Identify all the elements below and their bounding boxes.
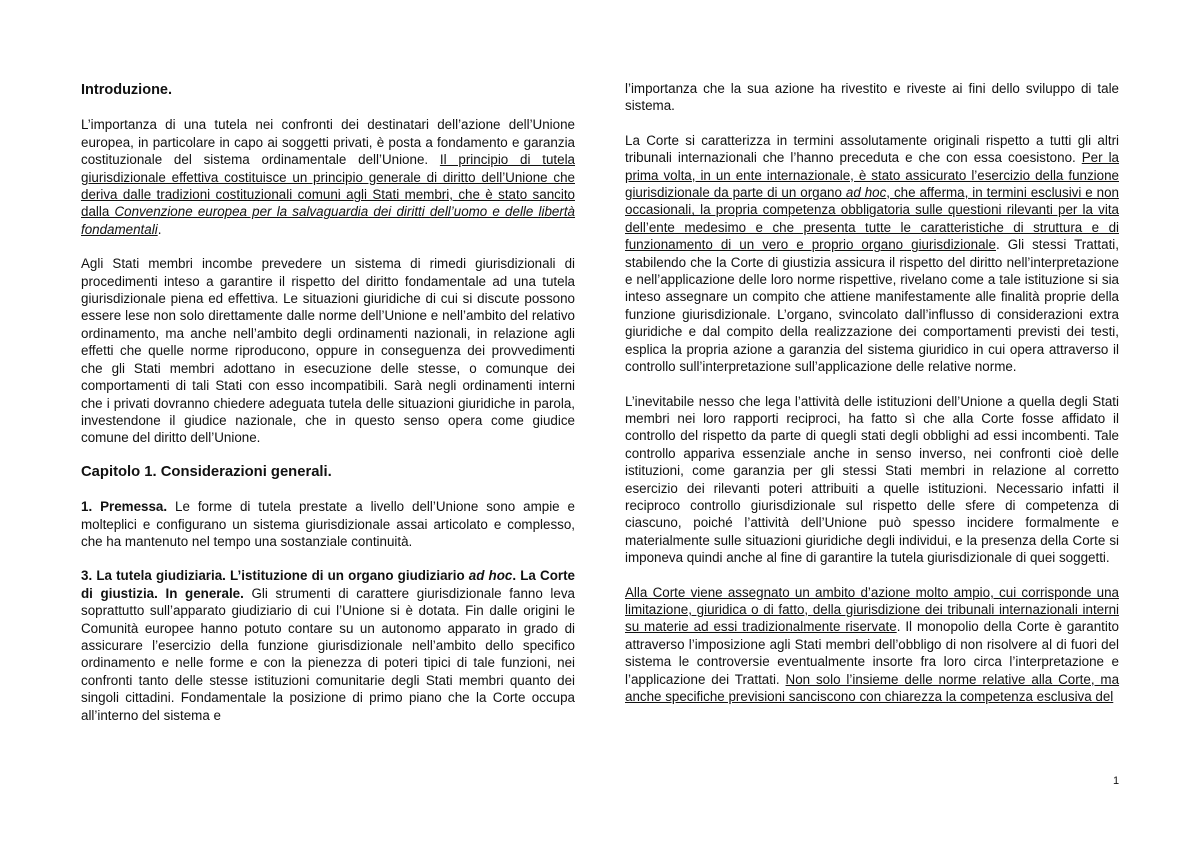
text-run: La Corte si caratterizza in termini assolutamente originali rispetto a tutti gli altri tribunali internazionali che l’hanno preceduta e che con essa coesistono. — [625, 132, 1119, 166]
chapter-heading: Capitolo 1. Considerazioni generali. — [81, 463, 332, 480]
right-paragraph-1: l’importanza che la sua azione ha rivestito e riveste ai fini dello sviluppo di tale sistema. — [625, 81, 1119, 114]
text-run: . Gli stessi Trattati, stabilendo che la Corte di giustizia assicura il rispetto del diritto nell’interpretazione e nell’applicazione delle loro norme rispettive, rivelano come a tale istituzione si sia inteso assegnare un compito che attiene manifestamente alle finalità proprie della funzione giurisdizionale. L’organo, svincolato dall’influsso di considerazioni extra giuridiche e dal compito della realizzazione dei comportamenti previsti dei testi, esplica la propria azione a garanzia del sistema giuridico in cui opera attraverso il controllo sull’interpretazione sull’applicazione delle relative norme. — [625, 237, 1119, 375]
left-column — [81, 80, 575, 724]
right-column — [625, 80, 1119, 705]
page-number: 1 — [1113, 775, 1120, 787]
tutela-paragraph — [81, 567, 575, 724]
underlined-italic-text: Convenzione europea per la salvaguardia dei diritti dell’uomo e delle libertà fondamentali — [81, 204, 576, 237]
underlined-italic-text: ad hoc — [845, 185, 887, 201]
underlined-text: Per la prima volta, in un ente internazionale, è stato assicurato l’esercizio della funzione giurisdizionale da parte di un organo — [625, 150, 1119, 201]
underlined-text: , che afferma, in termini esclusivi e non occasionali, la propria competenza obbligatoria sulle questioni rilevanti per la vita dell’ente medesimo e che presenta tutte le caratteristiche di struttura e di funzionamento di un vero e proprio organo giurisdizionale — [625, 185, 1119, 253]
section-title: . La Corte di giustizia. In generale. — [81, 568, 575, 601]
underlined-text: Non solo l’insieme delle norme relative alla Corte, ma anche specifiche previsioni sanciscono con chiarezza la competenza esclusiva del — [625, 671, 1120, 704]
text-run: Gli strumenti di carattere giurisdizionale fanno leva soprattutto sull’apparato giudiziario di cui l’Unione si è dotata. Fin dalle origini le Comunità europee hanno potuto contare su un autonomo apparato in grado di assicurare l’esercizio della funzione giurisdizionale nell’ambito dello specifico ordinamento e nelle forme e con la pienezza di poteri tipici di tale funzioni, nei confronti tanto delle stesse istituzioni comunitarie degli Stati membri quanto dei singoli cittadini. Fondamentale la posizione di primo piano che la Corte occupa all’interno del sistema e — [81, 585, 575, 723]
right-paragraph-2 — [625, 132, 1119, 376]
intro-heading: Introduzione. — [81, 82, 173, 98]
right-paragraph-3: L’inevitabile nesso che lega l’attività delle istituzioni dell’Unione a quella degli Stati membri nei loro rapporti reciproci, ha fatto sì che alla Corte fosse affidato il controllo del rispetto da parte di quegli stati degli obblighi ad essi incombenti. Tale controllo appariva essenziale anche in senso inverso, nei confronti cioè delle istituzioni, come garanzia per gli stessi Stati membri in relazione al corretto esercizio dei rilevanti poteri attribuiti a quelle istituzioni. Necessario infatti il reciproco controllo giurisdizionale sul rispetto delle sfere di competenza di ciascuno, poiché l’attività dell’Unione può spesso incidere formalmente e materialmente sulle situazioni giuridiche degli individui, e la presenza della Corte si imponeva quindi anche al fine di garantire la tutela giurisdizionale di quei soggetti. — [625, 393, 1119, 566]
section-title-italic: ad hoc — [468, 568, 513, 584]
section-title: 1. Premessa. — [81, 499, 168, 515]
right-paragraph-4 — [625, 584, 1119, 706]
text-run: L’importanza di una tutela nei confronti dei destinatari dell’azione dell’Unione europea, in particolare in capo ai soggetti privati, è posta a fondamento e garanzia costituzionale del sistema ordinamentale dell’Unione. — [81, 117, 575, 168]
text-run: . — [157, 221, 162, 237]
premessa-paragraph — [81, 498, 575, 550]
intro-paragraph-1 — [81, 116, 575, 238]
text-run: . Il monopolio della Corte è garantito attraverso l’imposizione agli Stati membri dell’obbligo di non risolvere al di fuori del sistema le controversie eventualmente insorte fra loro circa l’interpretazione e l’applicazione dei Trattati. — [625, 619, 1120, 687]
underlined-text: Il principio di tutela giurisdizionale effettiva costituisce un principio generale di diritto dell’Unione che deriva dalle tradizioni costituzionali comuni agli Stati membri, che è stato sancito dalla — [81, 152, 576, 220]
section-title: 3. La tutela giudiziaria. L’istituzione di un organo giudiziario — [81, 568, 469, 584]
intro-paragraph-2: Agli Stati membri incombe prevedere un sistema di rimedi giurisdizionali di procedimenti inteso a garantire il rispetto del diritto fondamentale ad una tutela giurisdizionale piena ed effettiva. Le situazioni giuridiche di cui si discute possono essere lese non solo direttamente dalle norme dell’Unione e nell’ambito del relativo ordinamento, ma anche nell’ambito degli ordinamenti nazionali, in relazione agli effetti che quelle norme riproducono, oppure in conseguenza dei provvedimenti che gli Stati membri adottano in esecuzione delle stesse, o comunque dei comportamenti di tali Stati con esso incompatibili. Sarà negli ordinamenti interni che i privati dovranno chiedere adeguata tutela delle situazioni giuridiche in parola, investendone il giudice nazionale, che in questo senso opera come giudice comune del diritto dell’Unione. — [81, 256, 575, 446]
text-run: Le forme di tutela prestate a livello dell’Unione sono ampie e molteplici e configurano un sistema giurisdizionale assai articolato e complesso, che ha mantenuto nel tempo una sostanziale continuità. — [81, 499, 575, 549]
underlined-text: Alla Corte viene assegnato un ambito d’azione molto ampio, cui corrisponde una limitazione, giuridica o di fatto, della giurisdizione dei tribunali internazionali interni su materie ad essi tradizionalmente riservate — [625, 584, 1119, 635]
